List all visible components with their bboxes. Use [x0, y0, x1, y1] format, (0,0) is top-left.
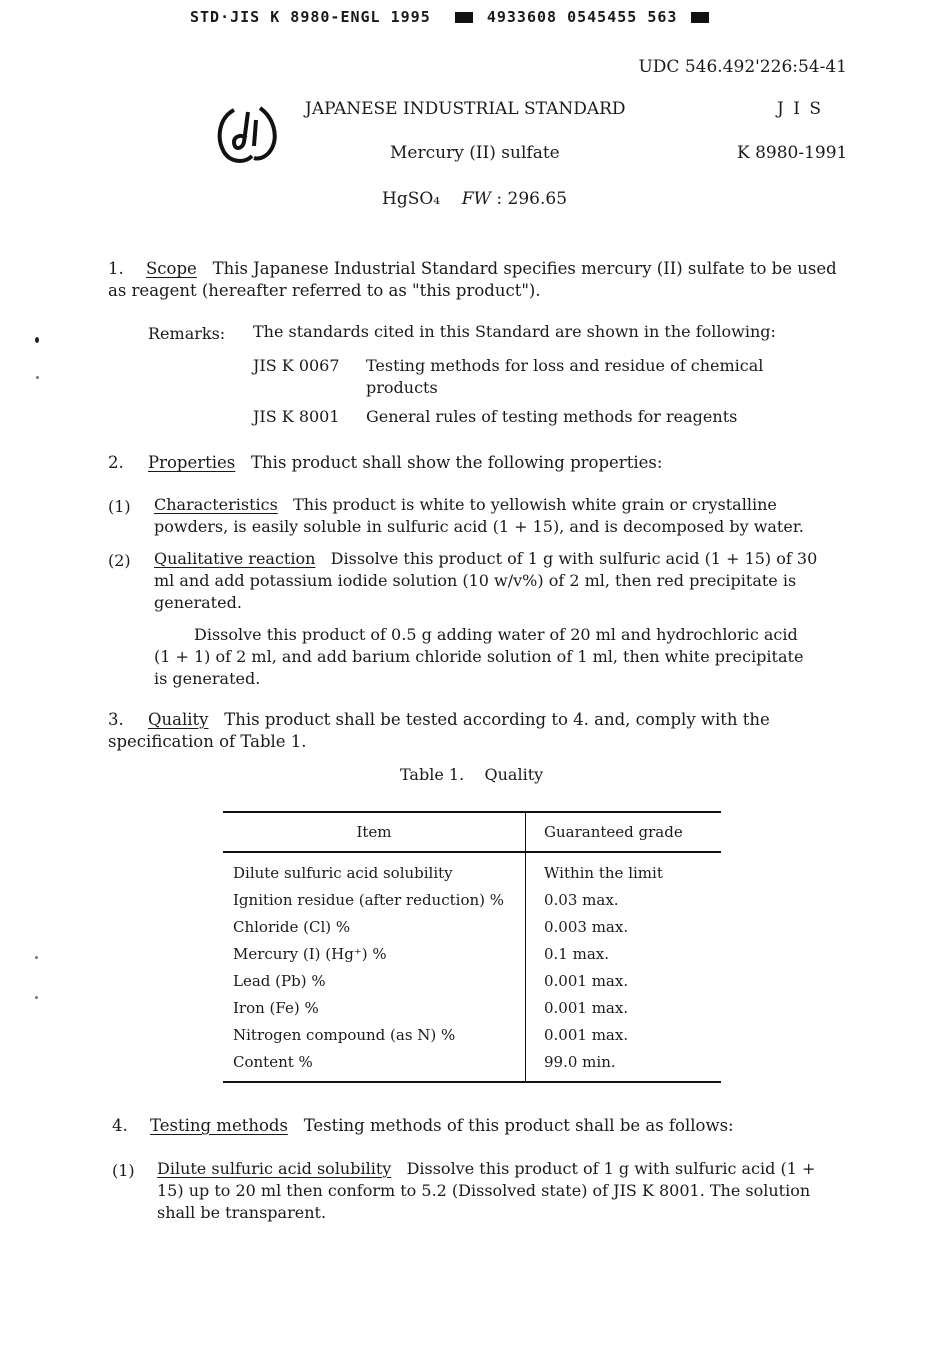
item-number: (2) — [108, 551, 131, 570]
fw-label: FW — [461, 189, 492, 209]
scan-speck — [35, 337, 39, 343]
section-text: This product shall show the following properties: — [251, 453, 663, 472]
property-item — [154, 494, 850, 538]
table-cell: Lead (Pb) % — [223, 967, 526, 994]
table-cell: Content % — [223, 1048, 526, 1082]
table-row — [223, 967, 721, 994]
ref-title: General rules of testing methods for reagents — [366, 407, 738, 426]
testing-item — [157, 1158, 839, 1224]
property-extra: Dissolve this product of 0.5 g adding water of 20 ml and hydrochloric acid (1 + 1) of 2 ml, and add barium chloride solution of 1 ml, then white precipitate is generated. — [154, 625, 804, 688]
testing-section — [112, 1115, 852, 1137]
header-code: STD·JIS K 8980-ENGL 1995 — [190, 8, 431, 26]
ref-title: Testing methods for loss and residue of chemical products — [366, 356, 764, 397]
section-heading: Quality — [148, 710, 209, 729]
table-cell: 0.1 max. — [544, 944, 610, 963]
formula: HgSO₄ — [382, 189, 441, 209]
section-number: 2. — [108, 453, 124, 472]
block-mark — [455, 12, 473, 23]
properties-section — [108, 452, 848, 474]
table-cell: Mercury (I) (Hg⁺) % — [223, 940, 526, 967]
property-item — [154, 548, 840, 614]
scope-section — [108, 258, 848, 302]
remarks-intro: The standards cited in this Standard are shown in the following: — [253, 322, 776, 341]
formula-line — [382, 188, 567, 210]
standard-title: JAPANESE INDUSTRIAL STANDARD — [305, 99, 626, 119]
item-text: Dissolve this product of 1 g with sulfuric acid (1 + 15) of 30 ml and add potassium iodide solution (10 w/v%) of 2 ml, then red precipitate is generated. — [154, 549, 818, 612]
jis-logo-icon — [214, 100, 280, 166]
document-header — [190, 8, 713, 26]
table-cell: 99.0 min. — [544, 1052, 616, 1071]
scan-speck — [36, 376, 39, 379]
table-cell: Ignition residue (after reduction) % — [223, 886, 526, 913]
table-header: Item — [223, 812, 526, 852]
table-caption: Table 1. Quality — [400, 765, 544, 784]
section-heading: Testing methods — [150, 1116, 288, 1135]
table-row — [223, 940, 721, 967]
section-text: This product shall be tested according to 4. and, comply with the specification of Table 1. — [108, 710, 770, 751]
scan-speck — [35, 996, 38, 999]
table-cell: 0.03 max. — [544, 890, 619, 909]
table-cell: Nitrogen compound (as N) % — [223, 1021, 526, 1048]
ref-code: JIS K 8001 — [253, 407, 340, 426]
ref-code: JIS K 0067 — [253, 356, 340, 375]
table-row — [223, 1048, 721, 1082]
item-heading: Characteristics — [154, 495, 278, 514]
standard-number: K 8980-1991 — [737, 143, 848, 163]
quality-section — [108, 709, 818, 753]
section-number: 1. — [108, 259, 124, 278]
table-row — [223, 994, 721, 1021]
item-number: (1) — [112, 1161, 135, 1180]
table-cell: Iron (Fe) % — [223, 994, 526, 1021]
table-cell: 0.001 max. — [544, 998, 629, 1017]
table-cell: 0.003 max. — [544, 917, 629, 936]
section-heading: Properties — [148, 453, 236, 472]
remarks-label: Remarks: — [148, 324, 226, 343]
section-number: 4. — [112, 1116, 128, 1135]
table-cell: Chloride (Cl) % — [223, 913, 526, 940]
udc-code: UDC 546.492'226:54-41 — [638, 57, 847, 77]
header-barcode-number: 4933608 0545455 563 — [486, 8, 678, 26]
item-number: (1) — [108, 497, 131, 516]
table-cell: Within the limit — [544, 863, 663, 882]
block-mark — [691, 12, 709, 23]
section-text: This Japanese Industrial Standard specifies mercury (II) sulfate to be used as reagent (hereafter referred to as "this product"). — [108, 259, 837, 300]
jis-mark: J I S — [777, 99, 823, 119]
item-text: This product is white to yellowish white grain or crystalline powders, is easily soluble in sulfuric acid (1 + 15), and is decomposed by water. — [154, 495, 804, 536]
item-heading: Dilute sulfuric acid solubility — [157, 1159, 392, 1178]
table-row — [223, 1021, 721, 1048]
scan-speck — [35, 956, 38, 959]
section-text: Testing methods of this product shall be as follows: — [303, 1116, 734, 1135]
table-cell: 0.001 max. — [544, 971, 629, 990]
product-name: Mercury (II) sulfate — [390, 143, 560, 163]
table-cell: 0.001 max. — [544, 1025, 629, 1044]
table-row — [223, 913, 721, 940]
item-text: Dissolve this product of 1 g with sulfuric acid (1 + 15) up to 20 ml then conform to 5.2 (Dissolved state) of JIS K 8001. The solution shall be transparent. — [157, 1159, 816, 1222]
table-header: Guaranteed grade — [544, 823, 683, 841]
table-row — [223, 852, 721, 886]
fw-value: : 296.65 — [496, 189, 568, 209]
table-cell: Dilute sulfuric acid solubility — [223, 852, 526, 886]
quality-table — [223, 811, 721, 1083]
table-row — [223, 886, 721, 913]
item-heading: Qualitative reaction — [154, 549, 316, 568]
section-number: 3. — [108, 710, 124, 729]
section-heading: Scope — [146, 259, 197, 278]
